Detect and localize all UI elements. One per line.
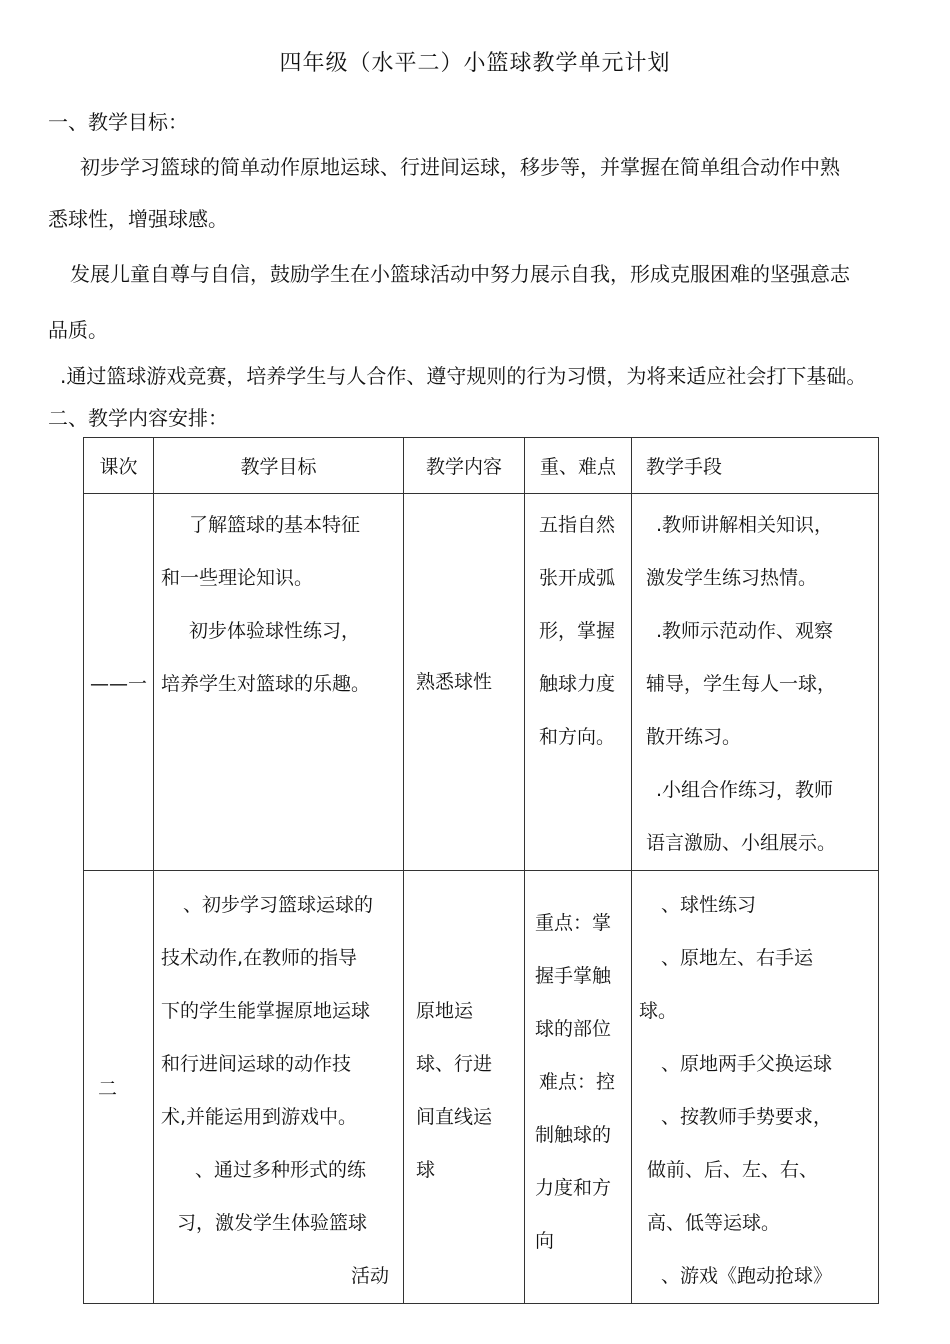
header-lesson: 课次 xyxy=(84,438,154,494)
objective-paragraph2-line2: 品质。 xyxy=(48,318,108,342)
row1-lesson: ——一 xyxy=(84,494,154,871)
table-row xyxy=(84,871,879,1304)
objective-paragraph2-line1: 发展儿童自尊与自信，鼓励学生在小篮球活动中努力展示自我，形成克服困难的坚强意志 xyxy=(70,262,850,286)
header-goal: 教学目标 xyxy=(154,438,404,494)
row2-lesson: 二 xyxy=(84,871,154,1304)
row1-method: .教师讲解相关知识， 激发学生练习热情。 .教师示范动作、观察 辅导，学生每人一球， 散开练习。 .小组合作练习，教师 语言激励、小组展示。 xyxy=(632,494,879,871)
objective-paragraph1-line2: 悉球性，增强球感。 xyxy=(48,207,228,231)
teaching-plan-table xyxy=(83,437,879,1304)
objective-paragraph1-line1: 初步学习篮球的简单动作原地运球、行进间运球，移步等，并掌握在简单组合动作中熟 xyxy=(80,155,840,179)
row2-method: 、球性练习 、原地左、右手运 球。 、原地两手父换运球 、按教师手势要求， 做前、后、左、右、 高、低等运球。 、游戏《跑动抢球》 xyxy=(632,871,879,1304)
row2-content: 原地运 球、行进 间直线运 球 xyxy=(404,871,525,1304)
row1-key-points: 五指自然 张开成弧 形，掌握 触球力度 和方向。 xyxy=(525,494,632,871)
row1-goal: 了解篮球的基本特征 和一些理论知识。 初步体验球性练习， 培养学生对篮球的乐趣。 xyxy=(154,494,404,871)
table-row xyxy=(84,494,879,871)
page-title: 四年级（水平二）小篮球教学单元计划 xyxy=(279,51,671,76)
header-method: 教学手段 xyxy=(632,438,879,494)
table-header-row xyxy=(84,438,879,494)
section1-heading: 一、教学目标： xyxy=(48,110,188,134)
row2-goal: 、初步学习篮球运球的 技术动作,在教师的指导 下的学生能掌握原地运球 和行进间运球的动作技 术,并能运用到游戏中。 、通过多种形式的练 习，激发学生体验篮球 活动 xyxy=(154,871,404,1304)
header-key-points: 重、难点 xyxy=(525,438,632,494)
objective-paragraph3: .通过篮球游戏竞赛，培养学生与人合作、遵守规则的行为习惯，为将来适应社会打下基础。 xyxy=(60,364,867,388)
row2-key-points: 重点：掌 握手掌触 球的部位 难点：控 制触球的 力度和方 向 xyxy=(525,871,632,1304)
section2-heading: 二、教学内容安排： xyxy=(48,406,228,430)
header-content: 教学内容 xyxy=(404,438,525,494)
row1-content: 熟悉球性 xyxy=(404,494,525,871)
